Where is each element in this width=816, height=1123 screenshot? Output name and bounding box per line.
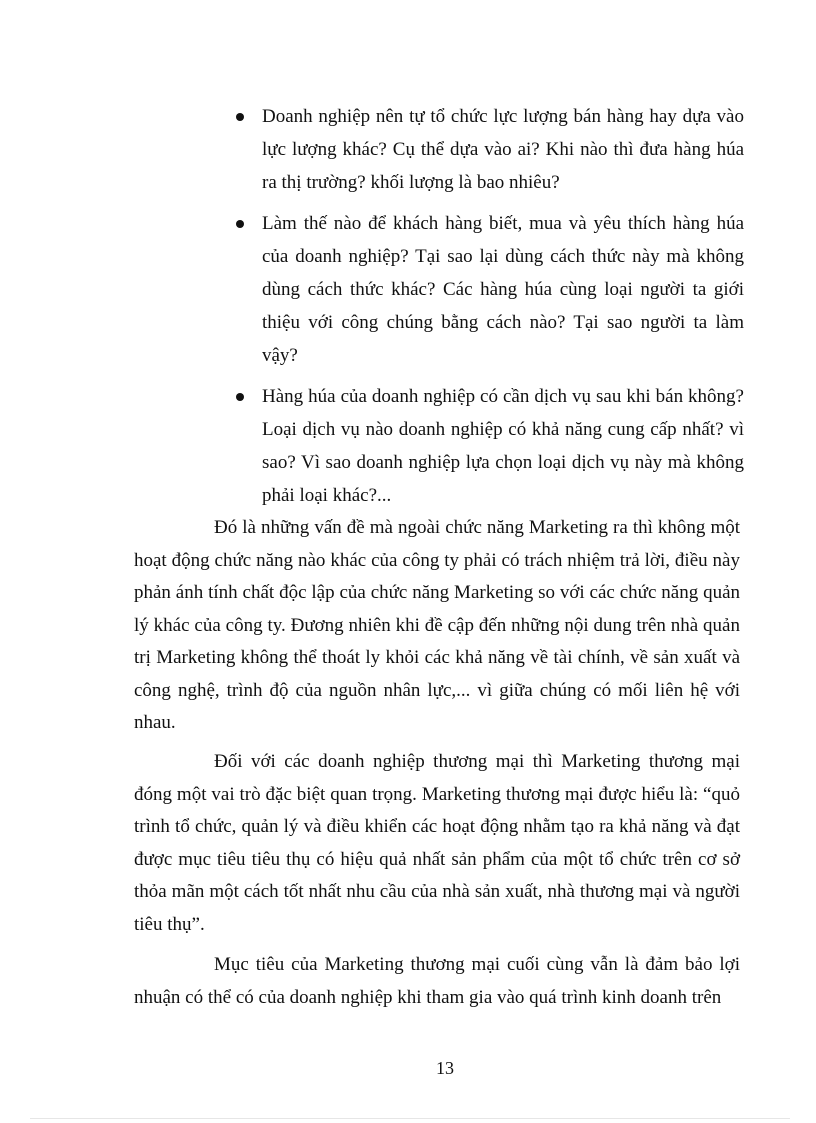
page-bottom-divider	[30, 1118, 790, 1119]
bullet-item	[234, 100, 744, 199]
body-paragraph: Mục tiêu của Marketing thương mại cuối cùng vẫn là đảm bảo lợi nhuận có thể có của doanh nghiệp khi tham gia vào quá trình kinh doanh trên	[134, 954, 740, 1008]
bullet-item	[234, 380, 744, 512]
body-paragraph: Đối với các doanh nghiệp thương mại thì Marketing thương mại đóng một vai trò đặc biệt quan trọng. Marketing thương mại được hiểu là: “quỏ trình tổ chức, quản lý và điều khiển các hoạt động nhằm tạo ra khả năng và đạt được mục tiêu tiêu thụ có hiệu quả nhất sản phẩm của một tổ chức trên cơ sở thỏa mãn một cách tốt nhất nhu cầu của nhà sản xuất, nhà thương mại và người tiêu thụ”.	[134, 751, 740, 935]
question-bullet-list	[234, 100, 744, 520]
bullet-text: Hàng húa của doanh nghiệp có cần dịch vụ sau khi bán không? Loại dịch vụ nào doanh nghiệp có khả năng cung cấp nhất? vì sao? Vì sao doanh nghiệp lựa chọn loại dịch vụ này mà không phải loại khác?...	[262, 386, 744, 506]
bullet-icon	[236, 220, 244, 228]
bullet-icon	[236, 113, 244, 121]
bullet-icon	[236, 393, 244, 401]
bullet-item	[234, 207, 744, 372]
bullet-text: Làm thế nào để khách hàng biết, mua và yêu thích hàng húa của doanh nghiệp? Tại sao lại dùng cách thức này mà không dùng cách thức khác? Các hàng húa cùng loại người ta giới thiệu với công chúng bằng cách nào? Tại sao người ta làm vậy?	[262, 213, 744, 366]
body-paragraph: Đó là những vấn đề mà ngoài chức năng Marketing ra thì không một hoạt động chức năng nào khác của công ty phải có trách nhiệm trả lời, điều này phản ánh tính chất độc lập của chức năng Marketing so với các chức năng quản lý khác của công ty. Đương nhiên khi đề cập đến những nội dung trên nhà quản trị Marketing không thể thoát ly khỏi các khả năng về tài chính, về sản xuất và công nghệ, trình độ của nguồn nhân lực,... vì giữa chúng có mối liên hệ với nhau.	[134, 517, 740, 733]
page-number: 13	[436, 1058, 454, 1078]
bullet-text: Doanh nghiệp nên tự tổ chức lực lượng bán hàng hay dựa vào lực lượng khác? Cụ thể dựa vào ai? Khi nào thì đưa hàng húa ra thị trường? khối lượng là bao nhiêu?	[262, 106, 744, 193]
